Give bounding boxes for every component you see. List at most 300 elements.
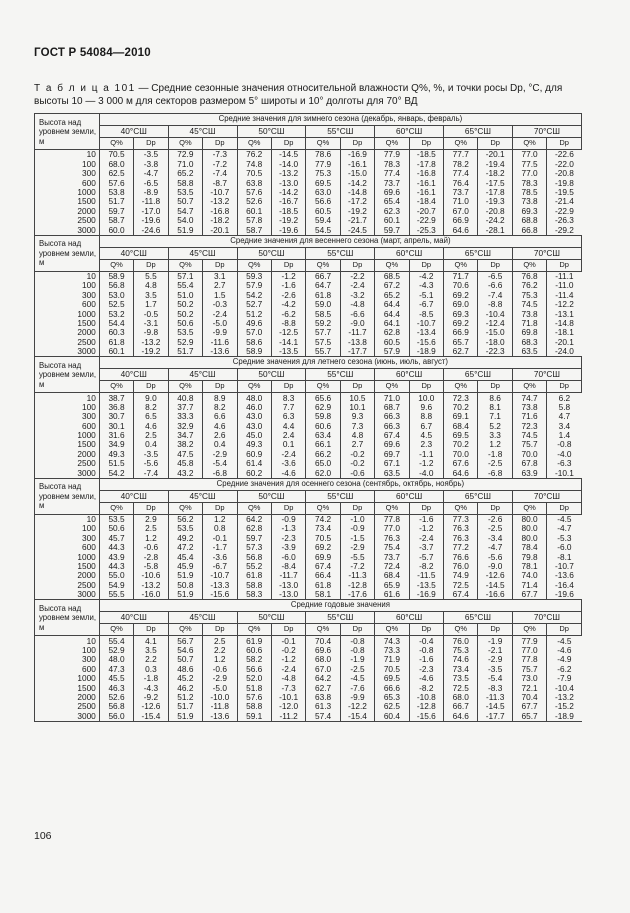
table-row	[35, 543, 582, 552]
dewpoint-cell: 5.5	[134, 271, 168, 281]
d-symbol: Dp	[134, 138, 168, 150]
dewpoint-cell: -6.3	[547, 459, 582, 468]
table-row	[35, 514, 582, 524]
table-row	[35, 159, 582, 168]
zone-header: 40°СШ	[99, 490, 168, 502]
humidity-cell: 78.3	[512, 178, 546, 187]
zone-header: 45°СШ	[168, 126, 237, 138]
dewpoint-cell: -2.5	[340, 664, 374, 673]
table-row	[35, 309, 582, 318]
dewpoint-cell: -2.8	[134, 552, 168, 561]
height-cell: 3000	[35, 225, 100, 235]
height-cell: 10	[35, 271, 100, 281]
dewpoint-cell: 4.1	[134, 636, 168, 646]
humidity-cell: 61.9	[237, 636, 271, 646]
humidity-cell: 61.8	[237, 571, 271, 580]
dewpoint-cell: -2.5	[478, 459, 512, 468]
humidity-cell: 53.5	[99, 514, 133, 524]
height-header: Высота над уровнем земли, м	[35, 114, 100, 150]
humidity-cell: 71.6	[512, 412, 546, 421]
q-symbol: Q%	[375, 381, 409, 393]
dewpoint-cell: -4.7	[478, 543, 512, 552]
humidity-cell: 67.1	[375, 459, 409, 468]
dewpoint-cell: -7.2	[340, 562, 374, 571]
height-cell: 300	[35, 169, 100, 178]
humidity-cell: 45.0	[237, 431, 271, 440]
humidity-cell: 66.3	[375, 421, 409, 430]
dewpoint-cell: -10.7	[203, 188, 237, 197]
dewpoint-cell: -10.7	[547, 562, 582, 571]
dewpoint-cell: 2.7	[203, 281, 237, 290]
humidity-cell: 58.9	[99, 271, 133, 281]
humidity-cell: 58.3	[237, 590, 271, 600]
dewpoint-cell: 8.2	[203, 402, 237, 411]
d-symbol: Dp	[547, 502, 582, 514]
dewpoint-cell: -12.8	[409, 702, 443, 711]
table-row	[35, 393, 582, 403]
d-symbol: Dp	[547, 381, 582, 393]
dewpoint-cell: 4.4	[271, 421, 305, 430]
humidity-cell: 67.8	[512, 459, 546, 468]
d-symbol: Dp	[134, 502, 168, 514]
humidity-cell: 57.1	[168, 271, 202, 281]
humidity-cell: 78.6	[306, 150, 340, 160]
dewpoint-cell: -19.2	[340, 206, 374, 215]
dewpoint-cell: -3.2	[340, 290, 374, 299]
humidity-cell: 67.2	[375, 281, 409, 290]
humidity-cell: 51.9	[168, 711, 202, 721]
table-row	[35, 711, 582, 721]
dewpoint-cell: -20.1	[478, 150, 512, 160]
d-symbol: Dp	[203, 624, 237, 636]
humidity-cell: 77.4	[375, 169, 409, 178]
dewpoint-cell: -8.3	[478, 683, 512, 692]
height-cell: 2000	[35, 571, 100, 580]
dewpoint-cell: 8.1	[478, 402, 512, 411]
dewpoint-cell: -4.2	[409, 271, 443, 281]
humidity-cell: 54.2	[237, 290, 271, 299]
humidity-cell: 73.8	[512, 309, 546, 318]
humidity-cell: 57.9	[237, 281, 271, 290]
q-symbol: Q%	[512, 381, 546, 393]
table-row	[35, 225, 582, 235]
humidity-cell: 37.7	[168, 402, 202, 411]
dewpoint-cell: -1.8	[134, 674, 168, 683]
dewpoint-cell: -0.9	[340, 524, 374, 533]
humidity-cell: 55.4	[168, 281, 202, 290]
zone-header: 60°СШ	[375, 490, 444, 502]
table-row	[35, 562, 582, 571]
humidity-cell: 75.3	[306, 169, 340, 178]
dewpoint-cell: -6.5	[134, 178, 168, 187]
humidity-cell: 59.2	[306, 318, 340, 327]
table-row	[35, 468, 582, 478]
table-row	[35, 290, 582, 299]
dewpoint-cell: -2.2	[340, 271, 374, 281]
dewpoint-cell: -5.0	[203, 683, 237, 692]
height-cell: 10	[35, 393, 100, 403]
dewpoint-cell: -8.2	[409, 683, 443, 692]
d-symbol: Dp	[547, 259, 582, 271]
table-row	[35, 347, 582, 357]
section-title-row	[35, 600, 582, 612]
height-header: Высота над уровнем земли, м	[35, 600, 100, 636]
dewpoint-cell: -2.4	[340, 281, 374, 290]
dewpoint-cell: -13.2	[134, 337, 168, 346]
table-row	[35, 674, 582, 683]
dewpoint-cell: -3.5	[134, 449, 168, 458]
humidity-cell: 68.7	[375, 402, 409, 411]
section-title-row	[35, 357, 582, 369]
dewpoint-cell: -4.5	[547, 514, 582, 524]
humidity-cell: 55.5	[99, 590, 133, 600]
dewpoint-cell: -1.0	[340, 514, 374, 524]
dewpoint-cell: -2.9	[340, 543, 374, 552]
dewpoint-cell: 0.4	[134, 440, 168, 449]
dewpoint-cell: -3.4	[478, 533, 512, 542]
dewpoint-cell: -2.6	[271, 290, 305, 299]
dewpoint-cell: 1.2	[203, 514, 237, 524]
zone-header: 40°СШ	[99, 369, 168, 381]
dewpoint-cell: -18.4	[409, 197, 443, 206]
humidity-cell: 50.6	[168, 318, 202, 327]
q-symbol: Q%	[99, 502, 133, 514]
dewpoint-cell: -4.0	[409, 468, 443, 478]
height-cell: 2000	[35, 206, 100, 215]
dewpoint-cell: -15.4	[340, 711, 374, 721]
q-symbol: Q%	[512, 502, 546, 514]
dewpoint-cell: -2.5	[478, 524, 512, 533]
humidity-cell: 74.6	[444, 655, 478, 664]
humidity-cell: 77.9	[306, 159, 340, 168]
table-row	[35, 533, 582, 542]
zone-header: 65°СШ	[444, 369, 513, 381]
d-symbol: Dp	[271, 138, 305, 150]
humidity-cell: 74.9	[444, 571, 478, 580]
dewpoint-cell: -1.9	[340, 655, 374, 664]
q-symbol: Q%	[168, 624, 202, 636]
dewpoint-cell: -8.8	[271, 318, 305, 327]
dewpoint-cell: 8.9	[203, 393, 237, 403]
dewpoint-cell: -11.3	[340, 571, 374, 580]
humidity-cell: 40.8	[168, 393, 202, 403]
humidity-cell: 76.8	[512, 271, 546, 281]
dewpoint-cell: 4.8	[340, 431, 374, 440]
humidity-cell: 74.7	[512, 393, 546, 403]
humidity-cell: 76.3	[375, 533, 409, 542]
dewpoint-cell: -1.2	[271, 271, 305, 281]
dewpoint-cell: -0.2	[271, 645, 305, 654]
dewpoint-cell: -17.8	[478, 188, 512, 197]
humidity-cell: 79.8	[512, 552, 546, 561]
d-symbol: Dp	[478, 502, 512, 514]
humidity-cell: 59.7	[375, 225, 409, 235]
humidity-cell: 53.8	[99, 188, 133, 197]
zone-header: 60°СШ	[375, 369, 444, 381]
dewpoint-cell: -0.6	[340, 468, 374, 478]
dewpoint-cell: -1.6	[409, 655, 443, 664]
height-cell: 1000	[35, 674, 100, 683]
humidity-cell: 51.9	[168, 225, 202, 235]
humidity-cell: 69.3	[444, 309, 478, 318]
dewpoint-cell: -9.9	[203, 328, 237, 337]
humidity-cell: 60.1	[99, 347, 133, 357]
humidity-cell: 73.8	[512, 197, 546, 206]
dewpoint-cell: -1.7	[203, 543, 237, 552]
dewpoint-cell: -0.2	[340, 459, 374, 468]
section-title-row	[35, 478, 582, 490]
dewpoint-cell: -4.7	[547, 524, 582, 533]
height-cell: 600	[35, 543, 100, 552]
humidity-cell: 78.3	[375, 159, 409, 168]
humidity-cell: 72.9	[168, 150, 202, 160]
humidity-cell: 57.3	[237, 543, 271, 552]
humidity-cell: 43.2	[168, 468, 202, 478]
section-title: Средние значения для летнего сезона (июнь, июль, август)	[99, 357, 581, 369]
humidity-cell: 72.3	[512, 421, 546, 430]
humidity-cell: 49.3	[99, 449, 133, 458]
humidity-cell: 54.2	[99, 468, 133, 478]
table-row	[35, 328, 582, 337]
humidity-cell: 70.5	[99, 150, 133, 160]
humidity-cell: 70.5	[375, 664, 409, 673]
dewpoint-cell: -7.9	[547, 674, 582, 683]
humidity-cell: 63.5	[375, 468, 409, 478]
dewpoint-cell: 2.7	[340, 440, 374, 449]
q-symbol: Q%	[237, 259, 271, 271]
humidity-cell: 43.9	[99, 552, 133, 561]
table-row	[35, 552, 582, 561]
height-cell: 100	[35, 524, 100, 533]
zone-header: 40°СШ	[99, 247, 168, 259]
dewpoint-cell: 6.5	[134, 412, 168, 421]
humidity-cell: 74.5	[512, 431, 546, 440]
humidity-cell: 68.0	[444, 692, 478, 701]
humidity-cell: 64.4	[375, 300, 409, 309]
height-cell: 2000	[35, 692, 100, 701]
dewpoint-cell: -18.2	[203, 216, 237, 225]
dewpoint-cell: -15.6	[203, 590, 237, 600]
dewpoint-cell: 10.1	[340, 402, 374, 411]
dewpoint-cell: 6.7	[409, 421, 443, 430]
dewpoint-cell: -12.5	[271, 328, 305, 337]
table-row	[35, 664, 582, 673]
humidity-cell: 52.7	[237, 300, 271, 309]
dewpoint-cell: -18.9	[547, 711, 582, 721]
dewpoint-cell: -24.5	[340, 225, 374, 235]
humidity-cell: 67.0	[306, 664, 340, 673]
humidity-cell: 74.8	[237, 159, 271, 168]
dewpoint-cell: -12.4	[478, 318, 512, 327]
dewpoint-cell: -10.7	[203, 571, 237, 580]
dewpoint-cell: 2.2	[203, 645, 237, 654]
humidity-cell: 65.9	[375, 580, 409, 589]
humidity-cell: 69.5	[375, 674, 409, 683]
humidity-cell: 52.0	[237, 674, 271, 683]
humidity-cell: 64.7	[306, 281, 340, 290]
dewpoint-cell: -7.4	[478, 290, 512, 299]
humidity-cell: 45.2	[168, 674, 202, 683]
humidity-cell: 64.2	[237, 514, 271, 524]
dewpoint-cell: -12.6	[134, 702, 168, 711]
zone-header: 55°СШ	[306, 126, 375, 138]
table-row	[35, 150, 582, 160]
humidity-cell: 60.5	[306, 206, 340, 215]
zone-header: 55°СШ	[306, 490, 375, 502]
humidity-cell: 59.8	[306, 412, 340, 421]
zone-header: 40°СШ	[99, 612, 168, 624]
humidity-cell: 64.6	[444, 711, 478, 721]
dewpoint-cell: -12.2	[547, 300, 582, 309]
dewpoint-cell: 10.0	[409, 393, 443, 403]
dewpoint-cell: 6.6	[203, 412, 237, 421]
humidity-cell: 56.0	[99, 711, 133, 721]
table-row	[35, 440, 582, 449]
humidity-cell: 72.5	[444, 580, 478, 589]
humidity-cell: 61.6	[375, 590, 409, 600]
humidity-cell: 62.0	[306, 468, 340, 478]
humidity-cell: 48.0	[237, 393, 271, 403]
zone-header: 70°СШ	[512, 612, 581, 624]
dewpoint-cell: -5.4	[203, 459, 237, 468]
q-symbol: Q%	[375, 138, 409, 150]
humidity-cell: 68.4	[375, 571, 409, 580]
humidity-cell: 75.7	[512, 664, 546, 673]
q-symbol: Q%	[375, 259, 409, 271]
humidity-cell: 62.8	[237, 524, 271, 533]
table-row	[35, 402, 582, 411]
zone-header: 45°СШ	[168, 369, 237, 381]
dewpoint-cell: -20.8	[547, 169, 582, 178]
height-cell: 2500	[35, 702, 100, 711]
dewpoint-cell: -9.2	[134, 692, 168, 701]
dewpoint-cell: -0.2	[340, 449, 374, 458]
dewpoint-cell: -1.8	[478, 449, 512, 458]
height-cell: 600	[35, 421, 100, 430]
dewpoint-cell: -29.2	[547, 225, 582, 235]
dewpoint-cell: -26.3	[547, 216, 582, 225]
height-cell: 300	[35, 412, 100, 421]
humidity-cell: 44.3	[99, 562, 133, 571]
height-cell: 1500	[35, 440, 100, 449]
height-cell: 600	[35, 300, 100, 309]
humidity-cell: 46.3	[99, 683, 133, 692]
dewpoint-cell: -13.2	[134, 580, 168, 589]
dewpoint-cell: -18.5	[271, 206, 305, 215]
humidity-cell: 65.2	[375, 290, 409, 299]
humidity-cell: 70.5	[237, 169, 271, 178]
dewpoint-cell: 1.2	[134, 533, 168, 542]
dewpoint-cell: -15.0	[478, 328, 512, 337]
dewpoint-cell: -16.1	[340, 159, 374, 168]
height-cell: 1000	[35, 552, 100, 561]
humidity-cell: 78.5	[512, 188, 546, 197]
humidity-cell: 63.5	[512, 347, 546, 357]
dewpoint-cell: 3.1	[203, 271, 237, 281]
humidity-cell: 66.6	[375, 683, 409, 692]
humidity-cell: 78.4	[512, 543, 546, 552]
dewpoint-cell: 3.3	[478, 431, 512, 440]
dewpoint-cell: -18.0	[478, 337, 512, 346]
dewpoint-cell: -4.3	[409, 281, 443, 290]
q-symbol: Q%	[444, 624, 478, 636]
humidity-cell: 51.2	[237, 309, 271, 318]
humidity-cell: 53.2	[99, 309, 133, 318]
humidity-cell: 77.8	[512, 655, 546, 664]
dewpoint-cell: -17.0	[134, 206, 168, 215]
dewpoint-cell: 6.2	[547, 393, 582, 403]
q-symbol: Q%	[306, 381, 340, 393]
humidity-cell: 44.3	[99, 543, 133, 552]
height-cell: 1000	[35, 188, 100, 197]
dewpoint-cell: -13.4	[409, 328, 443, 337]
humidity-cell: 77.0	[375, 524, 409, 533]
dewpoint-cell: -1.2	[409, 459, 443, 468]
dewpoint-cell: -0.9	[271, 514, 305, 524]
section-title-row	[35, 114, 582, 126]
humidity-cell: 57.5	[306, 337, 340, 346]
humidity-cell: 66.8	[512, 225, 546, 235]
table-row	[35, 449, 582, 458]
dewpoint-cell: -6.2	[547, 664, 582, 673]
dewpoint-cell: -19.4	[478, 159, 512, 168]
symbol-header-row	[35, 138, 582, 150]
dewpoint-cell: -6.7	[203, 562, 237, 571]
dewpoint-cell: -7.3	[203, 150, 237, 160]
dewpoint-cell: 2.2	[134, 655, 168, 664]
humidity-cell: 54.9	[99, 580, 133, 589]
dewpoint-cell: -1.6	[271, 281, 305, 290]
dewpoint-cell: -5.5	[340, 552, 374, 561]
dewpoint-cell: -12.0	[271, 702, 305, 711]
dewpoint-cell: -17.8	[409, 159, 443, 168]
dewpoint-cell: -4.9	[547, 655, 582, 664]
dewpoint-cell: -6.8	[478, 468, 512, 478]
dewpoint-cell: -17.7	[340, 347, 374, 357]
dewpoint-cell: 6.3	[271, 412, 305, 421]
dewpoint-cell: -2.6	[478, 514, 512, 524]
symbol-header-row	[35, 624, 582, 636]
height-cell: 300	[35, 533, 100, 542]
humidity-cell: 58.8	[168, 178, 202, 187]
humidity-cell: 57.6	[237, 692, 271, 701]
humidity-cell: 51.7	[99, 197, 133, 206]
dewpoint-cell: -2.4	[409, 533, 443, 542]
humidity-cell: 68.8	[512, 216, 546, 225]
dewpoint-cell: -5.3	[547, 533, 582, 542]
humidity-cell: 63.8	[306, 692, 340, 701]
humidity-cell: 47.5	[168, 449, 202, 458]
humidity-cell: 55.7	[306, 347, 340, 357]
humidity-cell: 77.9	[512, 636, 546, 646]
humidity-cell: 65.7	[444, 337, 478, 346]
dewpoint-cell: -13.3	[203, 580, 237, 589]
humidity-cell: 68.4	[444, 421, 478, 430]
dewpoint-cell: 9.0	[134, 393, 168, 403]
table-row	[35, 459, 582, 468]
humidity-cell: 57.6	[99, 178, 133, 187]
height-cell: 10	[35, 636, 100, 646]
d-symbol: Dp	[340, 138, 374, 150]
dewpoint-cell: -4.7	[134, 169, 168, 178]
q-symbol: Q%	[375, 624, 409, 636]
q-symbol: Q%	[444, 381, 478, 393]
dewpoint-cell: -2.9	[478, 655, 512, 664]
table-row	[35, 636, 582, 646]
dewpoint-cell: -13.0	[271, 590, 305, 600]
humidity-cell: 47.3	[99, 664, 133, 673]
humidity-cell: 55.2	[237, 562, 271, 571]
